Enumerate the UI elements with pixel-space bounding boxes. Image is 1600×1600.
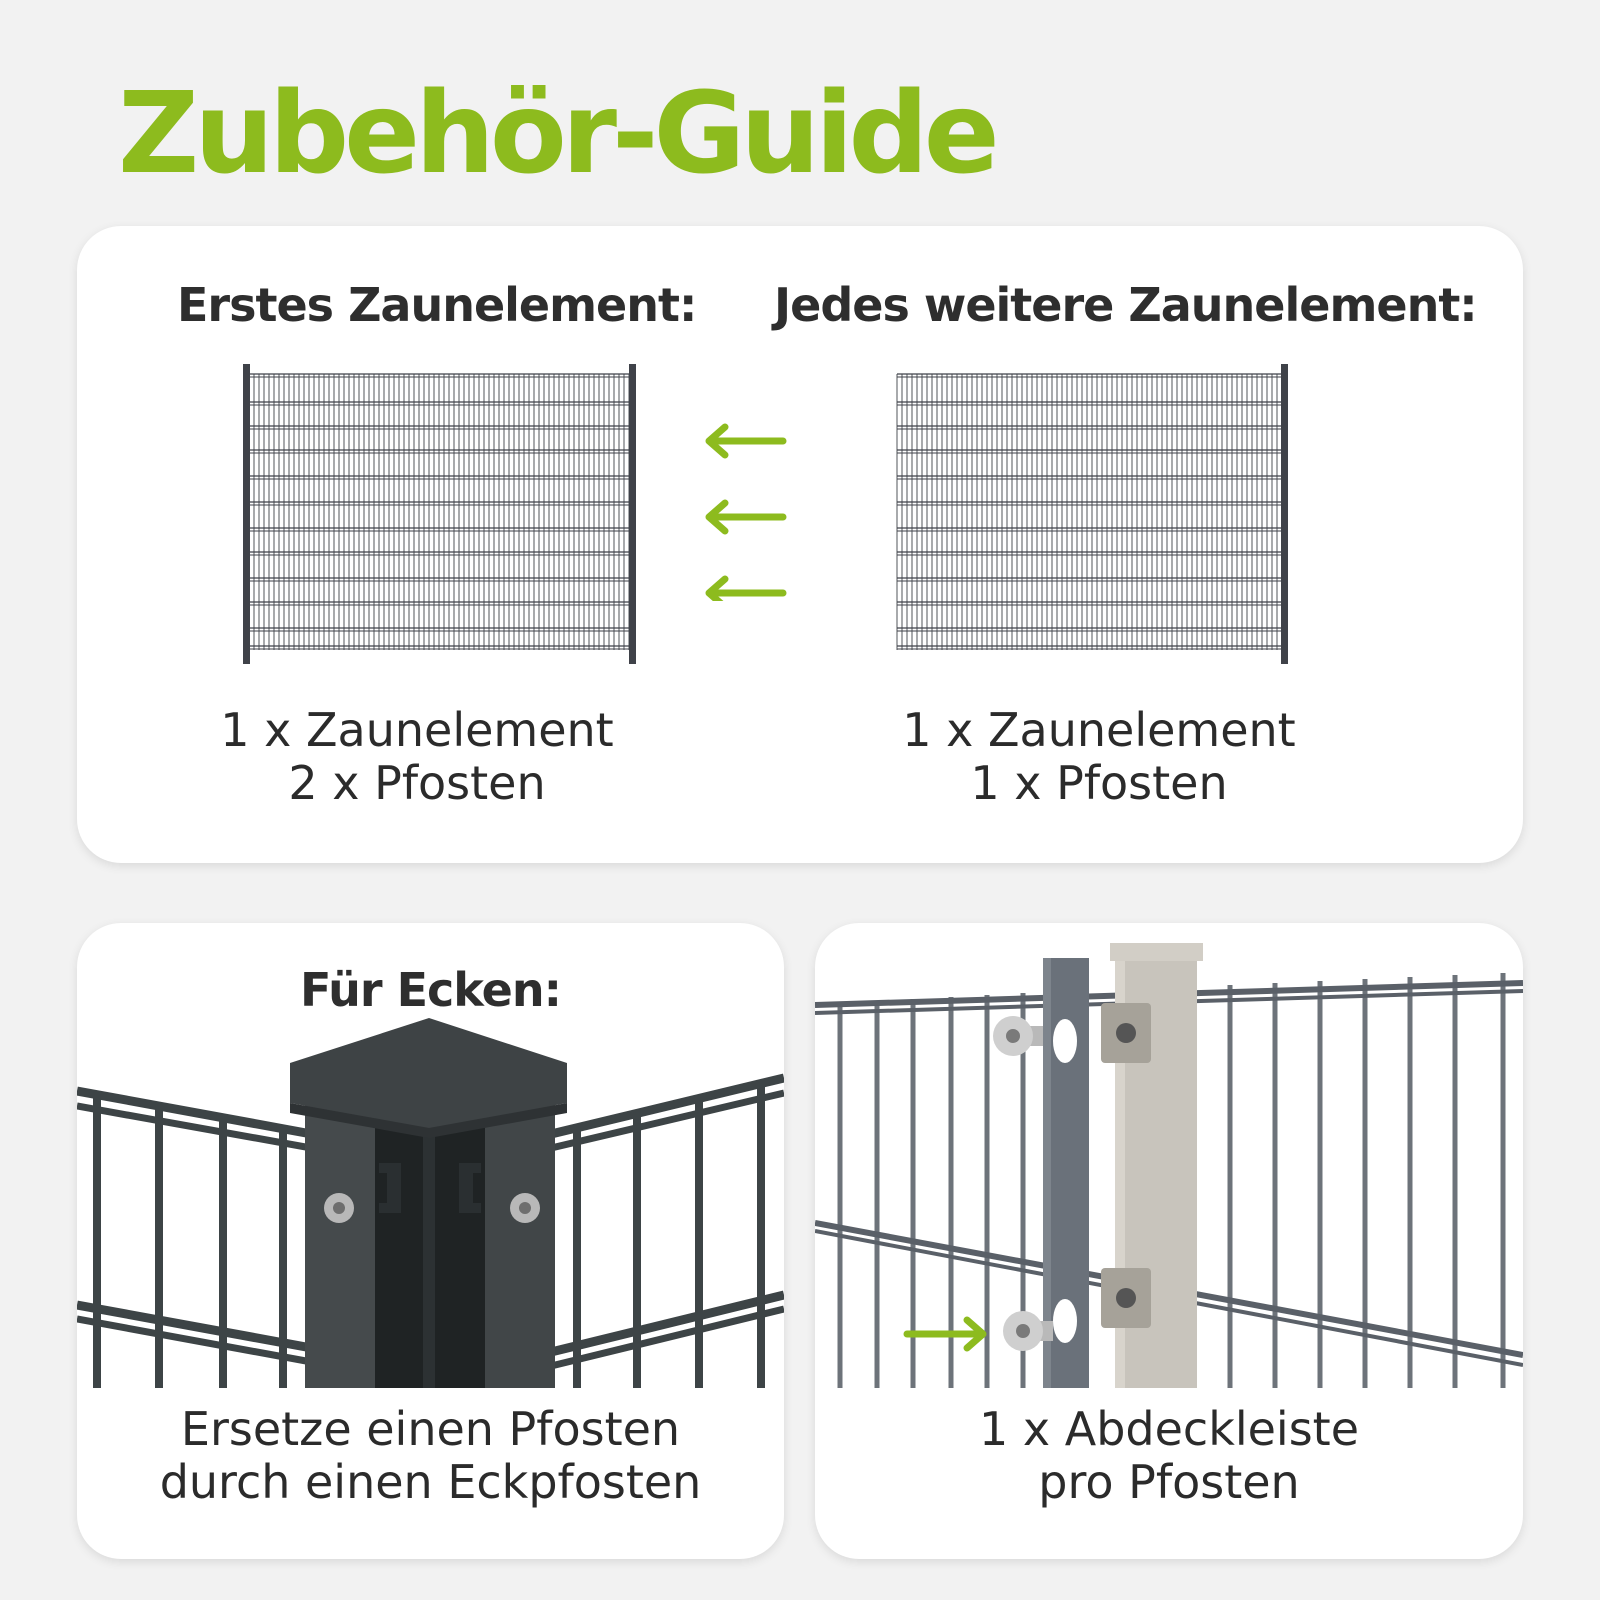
cover-strip-card	[815, 923, 1523, 1559]
bolt-icon	[993, 1016, 1043, 1056]
corner-heading: Für Ecken:	[300, 963, 561, 1017]
corner-description	[77, 1403, 784, 1509]
arrow-left-icon	[709, 503, 783, 531]
fence-panel-one-post	[887, 364, 1307, 664]
fence-element-card	[77, 226, 1523, 863]
arrow-left-icon	[709, 427, 783, 455]
further-element-quantities	[899, 704, 1299, 810]
first-element-quantities	[217, 704, 617, 810]
screw-icon	[324, 1193, 354, 1223]
corner-line1: Ersetze einen Pfosten	[180, 1402, 681, 1456]
wire-mesh	[249, 374, 631, 650]
silver-post	[1101, 943, 1203, 1388]
fence-panel-two-posts	[217, 364, 657, 664]
further-element-line1: 1 x Zaunelement	[902, 703, 1296, 757]
further-element-line2: 1 x Pfosten	[970, 756, 1228, 810]
wire-mesh	[897, 374, 1281, 650]
corner-post	[290, 1018, 567, 1388]
screw-icon	[510, 1193, 540, 1223]
corner-right-fence	[547, 1078, 784, 1388]
further-element-heading: Jedes weitere Zaunelement:	[774, 278, 1477, 332]
corner-left-fence	[77, 1091, 317, 1388]
post	[629, 364, 636, 664]
post	[1281, 364, 1288, 664]
arrow-group	[697, 421, 797, 601]
corner-post-card	[77, 923, 784, 1559]
arrow-right-icon	[907, 1320, 983, 1348]
page-title: Zubehör-Guide	[118, 69, 995, 199]
first-element-line2: 2 x Pfosten	[288, 756, 546, 810]
post	[243, 364, 250, 664]
first-element-line1: 1 x Zaunelement	[220, 703, 614, 757]
corner-line2: durch einen Eckpfosten	[159, 1455, 702, 1509]
cover-strip-illustration	[815, 923, 1523, 1388]
cover-strip-description	[815, 1403, 1523, 1509]
cover-strip-line1: 1 x Abdeckleiste	[979, 1402, 1359, 1456]
first-element-heading: Erstes Zaunelement:	[177, 278, 697, 332]
arrow-left-icon	[709, 579, 783, 601]
cover-strip-line2: pro Pfosten	[1038, 1455, 1300, 1509]
